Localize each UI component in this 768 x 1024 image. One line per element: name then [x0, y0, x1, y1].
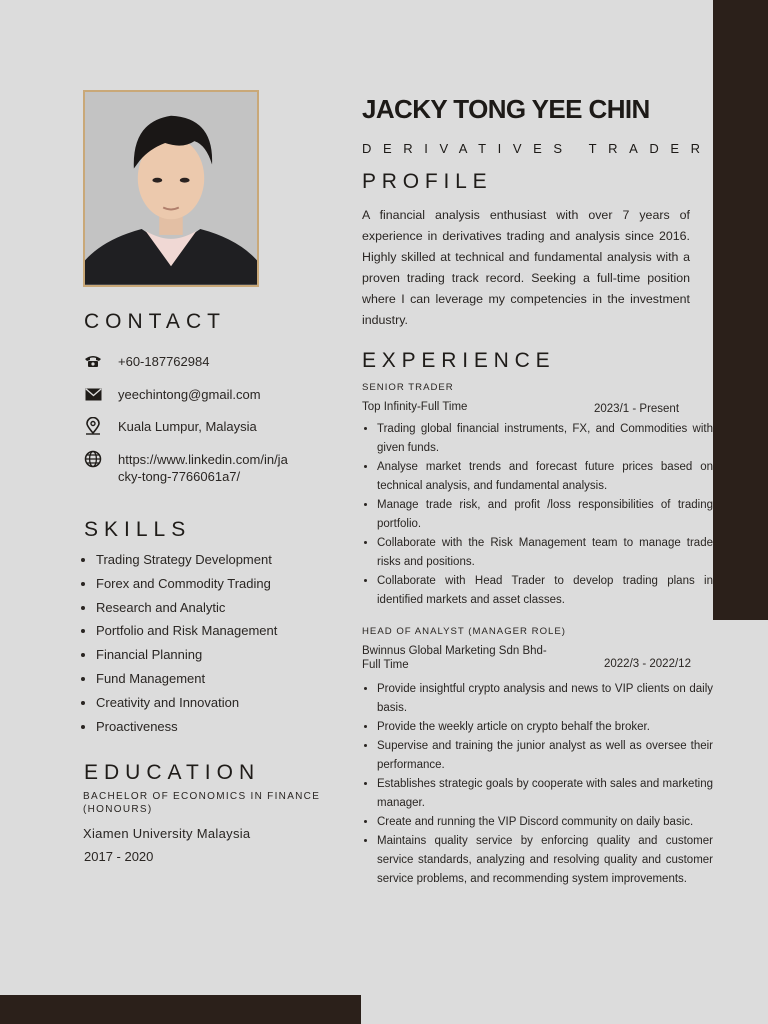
job-title: DERIVATIVES TRADER — [362, 141, 712, 156]
education-degree: BACHELOR OF ECONOMICS IN FINANCE (HONOURS) — [83, 791, 321, 815]
profile-summary: A financial analysis enthusiast with over 7 years of experience in derivatives trading and analysis since 2016. Highly skilled at technical and fundamental analysis with a proven trading track record. Seeking a full-time position where I can leverage my competencies in the investment industry. — [362, 208, 690, 327]
skill-item: • Proactiveness — [96, 716, 277, 740]
skill-item: • Financial Planning — [96, 644, 277, 668]
job-role: SENIOR TRADER — [362, 382, 454, 393]
skill-item: • Forex and Commodity Trading — [96, 573, 277, 597]
job-bullet: • Collaborate with Head Trader to develop trading plans in identified markets and asset classes. — [377, 572, 713, 610]
job-bullet: • Manage trade risk, and profit /loss responsibilities of trading portfolio. — [377, 496, 713, 534]
mail-icon — [84, 385, 102, 403]
job-bullets — [361, 680, 713, 889]
location-pin-icon — [84, 417, 102, 435]
contact-email — [84, 385, 261, 403]
job-bullet: • Establishes strategic goals by cooperate with sales and marketing manager. — [377, 775, 713, 813]
job-dates: 2023/1 - Present — [594, 403, 680, 415]
skills-list — [78, 549, 277, 739]
decorative-bar-right — [713, 0, 768, 620]
profile-photo — [83, 90, 259, 287]
skill-item: • Creativity and Innovation — [96, 692, 277, 716]
job-bullet: • Maintains quality service by enforcing quality and customer service standards, analyzing and resolving quality and customer service problems, and recommending system improvements. — [377, 832, 713, 889]
job-bullet: • Analyse market trends and forecast future prices based on technical analysis, and fundamental analysis. — [377, 458, 713, 496]
job-role: HEAD OF ANALYST (MANAGER ROLE) — [362, 626, 566, 637]
job-bullet: • Provide the weekly article on crypto behalf the broker. — [377, 718, 713, 737]
job-bullet: • Provide insightful crypto analysis and news to VIP clients on daily basis. — [377, 680, 713, 718]
education-heading: EDUCATION — [84, 761, 261, 784]
skills-heading: SKILLS — [84, 518, 192, 541]
contact-location-text: Kuala Lumpur, Malaysia — [118, 419, 257, 434]
contact-phone-text: +60-187762984 — [118, 354, 210, 369]
job-dates: 2022/3 - 2022/12 — [604, 658, 691, 670]
contact-linkedin — [84, 450, 288, 485]
contact-location — [84, 417, 257, 435]
contact-phone — [84, 352, 209, 370]
phone-icon — [84, 352, 102, 370]
skill-item: • Trading Strategy Development — [96, 549, 277, 573]
skill-item: • Portfolio and Risk Management — [96, 620, 277, 644]
globe-icon — [84, 450, 102, 468]
job-company: Top Infinity-Full Time — [362, 401, 468, 413]
contact-linkedin-link[interactable]: https://www.linkedin.com/in/jacky-tong-7766061a7/ — [118, 452, 288, 484]
job-bullet: • Supervise and training the junior analyst as well as oversee their performance. — [377, 737, 713, 775]
job-bullet: • Trading global financial instruments, FX, and Commodities with given funds. — [377, 420, 713, 458]
job-bullet: • Create and running the VIP Discord community on daily basic. — [377, 813, 713, 832]
skill-item: • Fund Management — [96, 668, 277, 692]
job-bullets — [361, 420, 713, 610]
profile-heading: PROFILE — [362, 170, 493, 193]
contact-heading: CONTACT — [84, 310, 226, 333]
education-school: Xiamen University Malaysia — [83, 826, 251, 841]
experience-heading: EXPERIENCE — [362, 349, 556, 372]
education-years: 2017 - 2020 — [84, 849, 154, 864]
decorative-bar-bottom — [0, 995, 361, 1024]
candidate-name: JACKY TONG YEE CHIN — [362, 94, 650, 124]
job-bullet: • Collaborate with the Risk Management team to manage trade risks and positions. — [377, 534, 713, 572]
contact-email-text[interactable]: yeechintong@gmail.com — [118, 387, 261, 402]
skill-item: • Research and Analytic — [96, 597, 277, 621]
job-company: Bwinnus Global Marketing Sdn Bhd-Full Time — [362, 645, 547, 671]
